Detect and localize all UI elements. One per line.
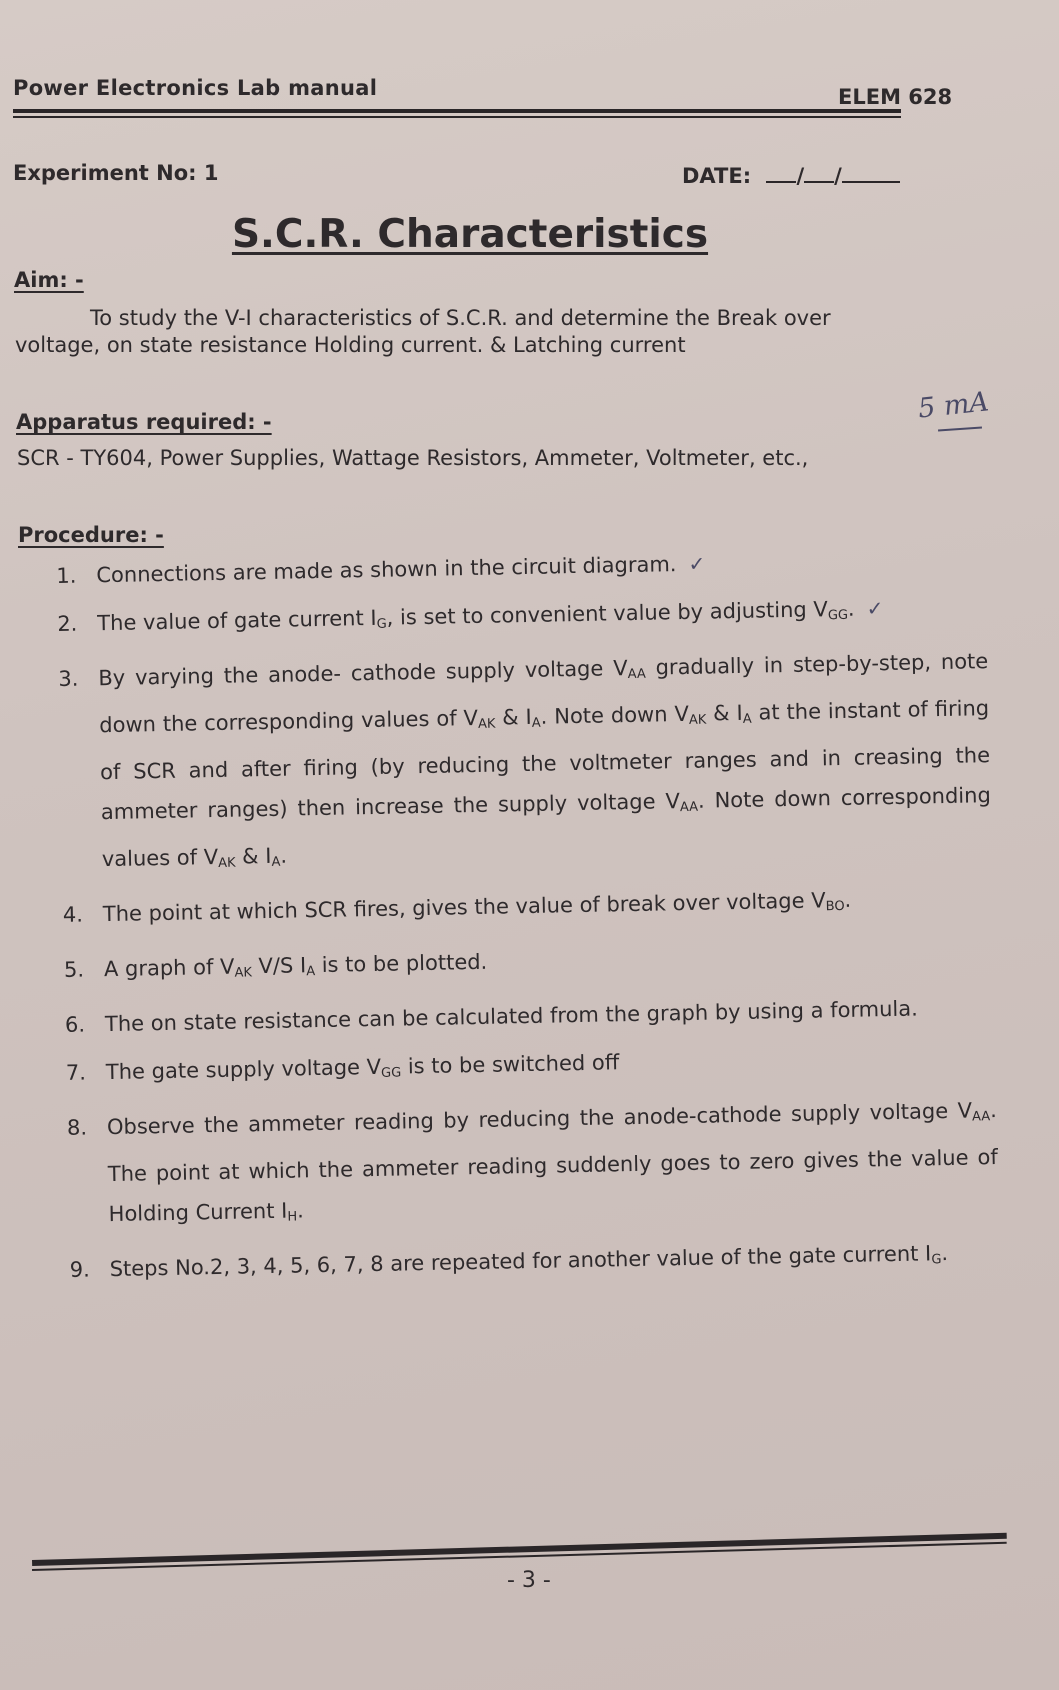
procedure-step bbox=[63, 877, 994, 942]
step-text: The on state resistance can be calculated from the graph by using a formula. bbox=[104, 996, 919, 1037]
page-title: S.C.R. Characteristics bbox=[231, 212, 709, 257]
aim-heading: Aim: - bbox=[14, 268, 84, 292]
checkmark-icon: ✓ bbox=[866, 596, 884, 621]
step-number: 4. bbox=[62, 902, 84, 927]
step-text: The point at which SCR fires, gives the value of break over voltage $V_{BO}$. bbox=[102, 887, 852, 927]
manual-title: Power Electronics Lab manual bbox=[13, 76, 378, 100]
step-text: Observe the ammeter reading by reducing the anode-cathode supply voltage $V_{AA}$. The point at which the ammeter reading suddenly goes to zero gives the value of Holding Current $I_H$. bbox=[106, 1098, 998, 1227]
handwritten-underline bbox=[938, 426, 982, 431]
step-number: 8. bbox=[66, 1115, 88, 1140]
step-number: 6. bbox=[64, 1012, 86, 1037]
header-rule bbox=[13, 109, 901, 113]
aim-line-1: To study the V-I characteristics of S.C.R. and determine the Break over bbox=[90, 306, 831, 330]
date-field: DATE: / / bbox=[682, 164, 900, 188]
procedure-step bbox=[58, 641, 992, 887]
step-number: 9. bbox=[69, 1257, 90, 1282]
step-number: 5. bbox=[63, 957, 85, 982]
date-label: DATE: bbox=[682, 164, 752, 188]
step-number: 3. bbox=[58, 666, 79, 691]
experiment-number: Experiment No: 1 bbox=[13, 161, 219, 185]
apparatus-text: SCR - TY604, Power Supplies, Wattage Resistors, Ammeter, Voltmeter, etc., bbox=[17, 446, 809, 470]
date-day-blank bbox=[766, 165, 796, 183]
date-month-blank bbox=[804, 165, 834, 183]
aim-line-2: voltage, on state resistance Holding current. & Latching current bbox=[15, 333, 686, 357]
date-year-blank bbox=[842, 165, 900, 183]
step-text: The gate supply voltage $V_{GG}$ is to be switched off bbox=[105, 1050, 620, 1085]
step-number: 1. bbox=[56, 563, 77, 588]
procedure-step bbox=[56, 538, 987, 596]
procedure-steps bbox=[56, 538, 1000, 1305]
course-code: ELEM 628 bbox=[838, 85, 953, 109]
header-rule-thin bbox=[13, 116, 901, 118]
procedure-step bbox=[64, 932, 995, 997]
handwritten-note: 5 mA bbox=[916, 386, 991, 425]
step-text: Steps No.2, 3, 4, 5, 6, 7, 8 are repeated for another value of the gate current $I_G$. bbox=[109, 1241, 949, 1282]
step-text: Connections are made as shown in the circuit diagram. ✓ bbox=[96, 538, 987, 595]
step-text: A graph of $V_{AK}$ V/S $I_A$ is to be plotted. bbox=[103, 949, 488, 982]
step-text: By varying the anode- cathode supply voltage $V_{AA}$ gradually in step-by-step, note down the corresponding values of $V_{AK}$ & $I_A$. Note down $V_{AK}$ & $I_A$ at the instant of firing of SCR and after firing (by reducing the voltmeter ranges and in creasing the ammeter ranges) then increase the supply voltage $V_{AA}$. Note down corresponding values of $V_{AK}$ & $I_A$. bbox=[98, 649, 991, 872]
procedure-step bbox=[66, 1035, 997, 1100]
checkmark-icon: ✓ bbox=[688, 551, 706, 576]
procedure-step bbox=[69, 1232, 1000, 1297]
procedure-step bbox=[65, 987, 996, 1045]
step-text: The value of gate current $I_G$, is set to convenient value by adjusting $V_{GG}$. ✓ bbox=[97, 586, 988, 650]
procedure-heading: Procedure: - bbox=[18, 523, 164, 547]
procedure-step bbox=[57, 586, 988, 651]
step-number: 2. bbox=[57, 611, 78, 636]
footer-rule bbox=[32, 1533, 1007, 1566]
page-number: - 3 - bbox=[507, 1568, 551, 1593]
apparatus-heading: Apparatus required: - bbox=[16, 410, 272, 434]
step-number: 7. bbox=[65, 1060, 87, 1085]
procedure-step bbox=[67, 1090, 999, 1242]
aim-text bbox=[15, 305, 920, 359]
